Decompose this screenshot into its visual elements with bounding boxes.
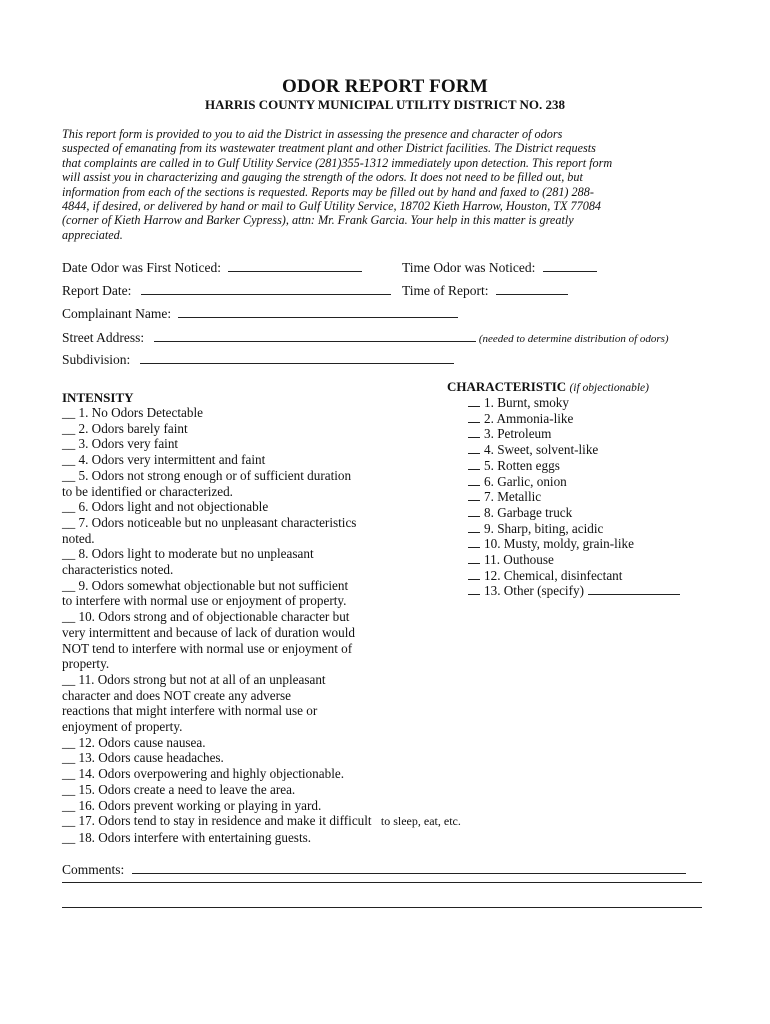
intensity-line[interactable]: __ 3. Odors very faint bbox=[62, 436, 179, 452]
characteristic-label: 6. Garlic, onion bbox=[484, 473, 567, 489]
characteristic-item[interactable] bbox=[468, 489, 680, 505]
checkbox-blank[interactable] bbox=[468, 396, 480, 407]
intro-line: appreciated. bbox=[62, 227, 123, 242]
intensity-17-suffix: to sleep, eat, etc. bbox=[380, 814, 461, 829]
characteristic-label: 7. Metallic bbox=[484, 489, 542, 505]
intro-line: This report form is provided to you to aid the District in assessing the presence and character of odors bbox=[62, 127, 563, 141]
characteristic-item[interactable] bbox=[468, 411, 680, 427]
intensity-line[interactable]: __ 4. Odors very intermittent and faint bbox=[62, 452, 266, 468]
characteristic-label: 9. Sharp, biting, acidic bbox=[484, 520, 604, 536]
form-title: ODOR REPORT FORM bbox=[282, 76, 488, 97]
intensity-line[interactable]: __ 16. Odors prevent working or playing in yard. bbox=[62, 797, 322, 813]
checkbox-blank[interactable] bbox=[468, 522, 480, 533]
intensity-heading: INTENSITY bbox=[62, 390, 134, 405]
street-address-label: Street Address: bbox=[62, 330, 145, 345]
characteristic-item[interactable] bbox=[468, 568, 680, 584]
subdivision-field[interactable] bbox=[140, 350, 454, 364]
intensity-line: noted. bbox=[62, 530, 95, 546]
characteristic-item[interactable] bbox=[468, 395, 680, 411]
intensity-line: property. bbox=[62, 656, 110, 672]
time-noticed-label: Time Odor was Noticed: bbox=[402, 260, 536, 275]
intensity-line[interactable]: __ 8. Odors light to moderate but no unpleasant bbox=[62, 546, 314, 562]
checkbox-blank[interactable] bbox=[468, 427, 480, 438]
characteristic-item[interactable] bbox=[468, 474, 680, 490]
date-first-noticed-label: Date Odor was First Noticed: bbox=[62, 260, 221, 275]
report-date-label: Report Date: bbox=[62, 283, 132, 298]
characteristic-item[interactable] bbox=[468, 521, 680, 537]
checkbox-blank[interactable] bbox=[468, 553, 480, 564]
intensity-line: characteristics noted. bbox=[62, 562, 174, 578]
intensity-line[interactable]: __ 7. Odors noticeable but no unpleasant characteristics bbox=[62, 514, 357, 530]
intensity-line[interactable]: __ 18. Odors interfere with entertaining guests. bbox=[62, 829, 312, 845]
report-date-row bbox=[62, 281, 391, 299]
comments-line-2[interactable] bbox=[62, 882, 702, 883]
characteristic-label: 4. Sweet, solvent-like bbox=[484, 442, 599, 458]
complainant-name-field[interactable] bbox=[178, 304, 458, 318]
other-specify-field[interactable] bbox=[588, 584, 680, 595]
intensity-line: reactions that might interfere with normal use or bbox=[62, 703, 318, 719]
comments-label: Comments: bbox=[62, 862, 125, 877]
intro-line: suspected of emanating from its wastewater treatment plant and other District facilities. The District requests bbox=[62, 141, 596, 156]
checkbox-blank[interactable] bbox=[468, 569, 480, 580]
intensity-17-text: __ 17. Odors tend to stay in residence and make it difficult bbox=[62, 813, 372, 829]
characteristic-title: CHARACTERISTIC bbox=[447, 379, 567, 394]
intro-paragraph bbox=[62, 127, 712, 242]
checkbox-blank[interactable] bbox=[468, 475, 480, 486]
characteristic-item[interactable] bbox=[468, 536, 680, 552]
characteristic-label: 1. Burnt, smoky bbox=[484, 395, 569, 410]
characteristic-label: 8. Garbage truck bbox=[484, 504, 573, 520]
intensity-list bbox=[62, 405, 461, 846]
street-address-field[interactable] bbox=[154, 328, 476, 342]
characteristic-item[interactable] bbox=[468, 458, 680, 474]
report-date-field[interactable] bbox=[141, 281, 391, 295]
checkbox-blank[interactable] bbox=[468, 537, 480, 548]
intensity-line[interactable]: __ 12. Odors cause nausea. bbox=[62, 734, 206, 750]
checkbox-blank[interactable] bbox=[468, 459, 480, 470]
time-of-report-label: Time of Report: bbox=[402, 283, 489, 298]
street-address-row bbox=[62, 328, 669, 346]
intensity-line: very intermittent and because of lack of duration would bbox=[62, 624, 355, 640]
intensity-line[interactable]: __ 5. Odors not strong enough or of sufficient duration bbox=[62, 467, 352, 483]
intensity-line: to be identified or characterized. bbox=[62, 483, 233, 499]
checkbox-blank[interactable] bbox=[468, 490, 480, 501]
checkbox-blank[interactable] bbox=[468, 443, 480, 454]
characteristic-heading bbox=[447, 379, 649, 395]
comments-line-3[interactable] bbox=[62, 907, 702, 908]
intensity-line[interactable]: __ 11. Odors strong but not at all of an unpleasant bbox=[62, 671, 326, 687]
intro-line: 4844, if desired, or delivered by hand or mail to Gulf Utility Service, 18702 Kieth Harrow, Houston, TX 77084 bbox=[62, 199, 602, 214]
checkbox-blank[interactable] bbox=[468, 506, 480, 517]
time-of-report-row bbox=[402, 281, 568, 299]
intensity-line[interactable] bbox=[62, 813, 461, 830]
street-address-note: (needed to determine distribution of odors) bbox=[478, 333, 669, 345]
checkbox-blank[interactable] bbox=[468, 584, 480, 595]
form-subtitle: HARRIS COUNTY MUNICIPAL UTILITY DISTRICT NO. 238 bbox=[204, 97, 566, 112]
date-first-noticed-row bbox=[62, 258, 362, 276]
time-of-report-field[interactable] bbox=[496, 281, 568, 295]
subdivision-label: Subdivision: bbox=[62, 352, 131, 367]
comments-field[interactable] bbox=[132, 860, 686, 874]
date-first-noticed-field[interactable] bbox=[228, 258, 362, 272]
characteristic-label: 2. Ammonia-like bbox=[484, 410, 574, 426]
characteristic-subtitle: (if objectionable) bbox=[569, 382, 649, 394]
intensity-line[interactable]: __ 1. No Odors Detectable bbox=[62, 405, 203, 420]
intro-line: will assist you in characterizing and gauging the strength of the odors. It does not need to be filled out, but bbox=[62, 170, 583, 185]
intensity-line: character and does NOT create any adverse bbox=[62, 687, 291, 703]
complainant-name-label: Complainant Name: bbox=[62, 306, 172, 321]
characteristic-label: 10. Musty, moldy, grain-like bbox=[484, 536, 634, 552]
intensity-line[interactable]: __ 14. Odors overpowering and highly objectionable. bbox=[62, 766, 345, 782]
time-noticed-row bbox=[402, 258, 597, 276]
comments-row bbox=[62, 860, 686, 878]
intensity-line[interactable]: __ 10. Odors strong and of objectionable character but bbox=[62, 609, 350, 625]
characteristic-item[interactable] bbox=[468, 442, 680, 458]
intro-line: that complaints are called in to Gulf Utility Service (281)355-1312 immediately upon detection. This report form bbox=[62, 155, 613, 170]
intensity-line[interactable]: __ 6. Odors light and not objectionable bbox=[62, 499, 269, 515]
characteristic-label: 5. Rotten eggs bbox=[484, 457, 560, 473]
characteristic-label: 3. Petroleum bbox=[484, 426, 552, 442]
subdivision-row bbox=[62, 350, 454, 368]
intensity-line[interactable]: __ 15. Odors create a need to leave the area. bbox=[62, 781, 296, 797]
time-noticed-field[interactable] bbox=[543, 258, 597, 272]
intensity-line[interactable]: __ 9. Odors somewhat objectionable but not sufficient bbox=[62, 577, 349, 593]
characteristic-label: 13. Other (specify) bbox=[484, 583, 584, 599]
checkbox-blank[interactable] bbox=[468, 412, 480, 423]
characteristic-item[interactable] bbox=[468, 583, 680, 599]
intensity-line[interactable]: __ 2. Odors barely faint bbox=[62, 420, 188, 436]
intro-line: (corner of Kieth Harrow and Barker Cypress), attn: Mr. Frank Garcia. Your help in this matter is greatly bbox=[62, 213, 574, 228]
characteristic-item[interactable] bbox=[468, 552, 680, 568]
characteristic-item[interactable] bbox=[468, 426, 680, 442]
intensity-line: enjoyment of property. bbox=[62, 719, 183, 735]
intensity-line[interactable]: __ 13. Odors cause headaches. bbox=[62, 750, 224, 766]
intensity-line: NOT tend to interfere with normal use or enjoyment of bbox=[62, 640, 353, 656]
characteristic-item[interactable] bbox=[468, 505, 680, 521]
intensity-line: to interfere with normal use or enjoyment of property. bbox=[62, 593, 347, 609]
characteristic-label: 12. Chemical, disinfectant bbox=[484, 567, 623, 583]
characteristic-label: 11. Outhouse bbox=[484, 552, 554, 568]
complainant-name-row bbox=[62, 304, 458, 322]
intro-line: information from each of the sections is requested. Reports may be filled out by hand and faxed to (281) 288- bbox=[62, 184, 594, 199]
characteristic-list bbox=[468, 395, 680, 599]
